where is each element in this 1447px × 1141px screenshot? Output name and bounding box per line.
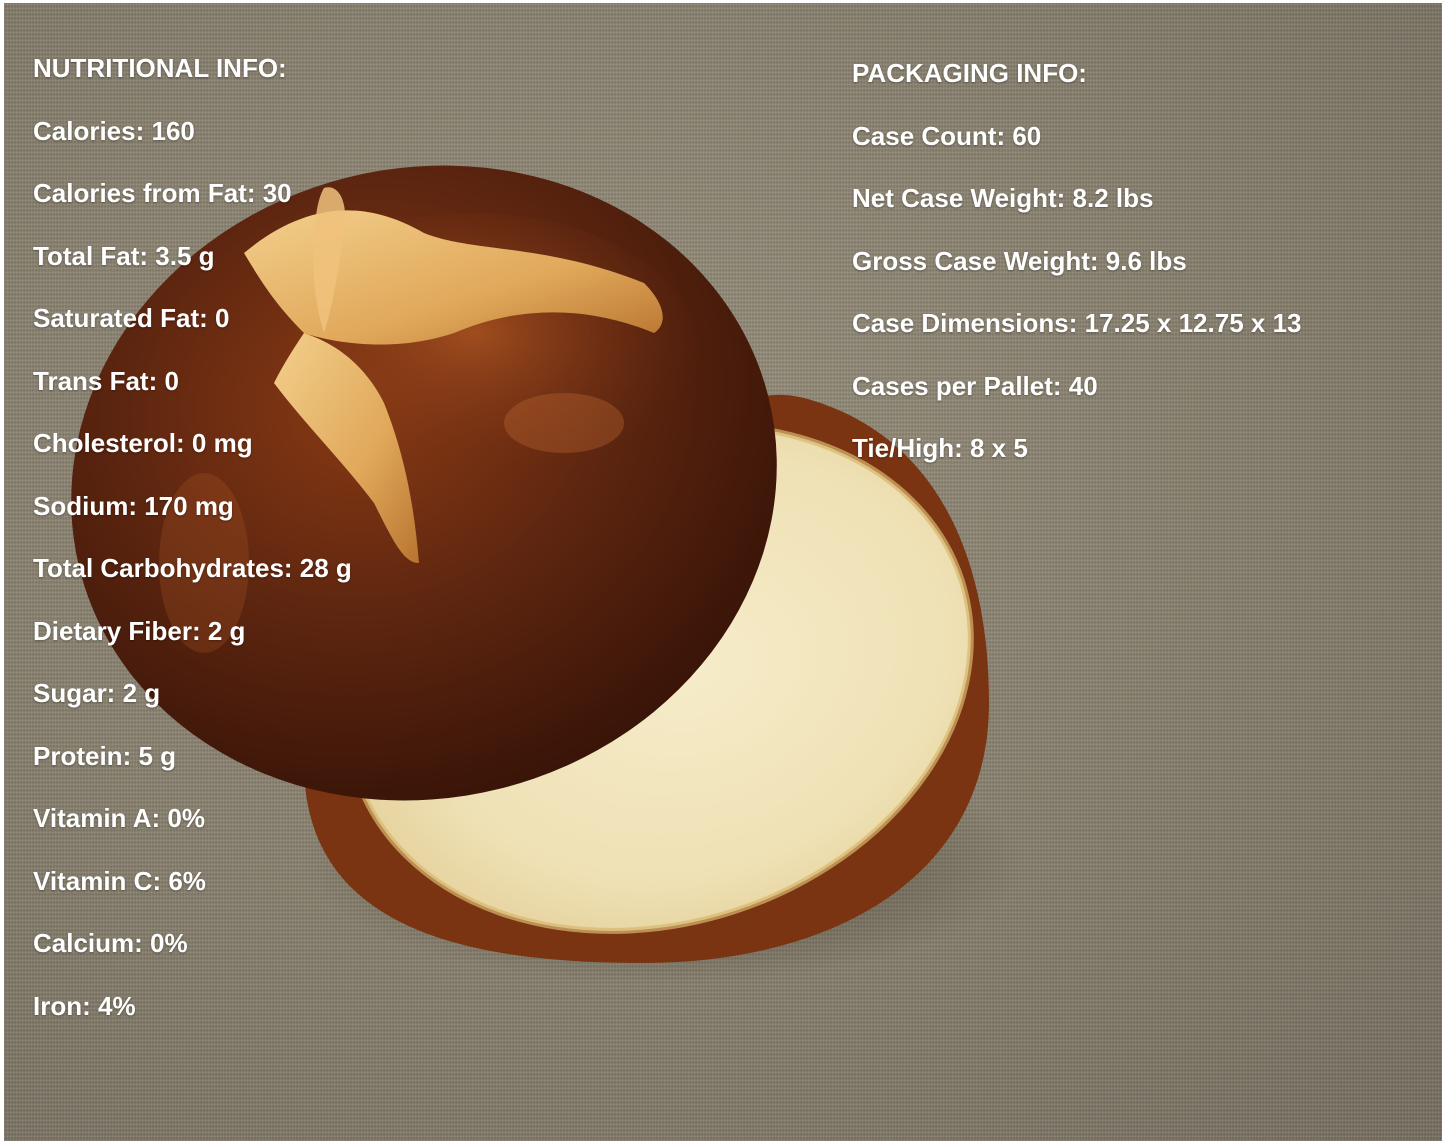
packaging-list — [852, 60, 1302, 498]
packaging-item: Net Case Weight: 8.2 lbs — [852, 183, 1154, 213]
nutrition-item: Vitamin C: 6% — [33, 865, 206, 896]
packaging-item: Cases per Pallet: 40 — [852, 370, 1098, 401]
photo-frame — [4, 3, 1442, 1141]
packaging-item: Case Dimensions: 17.25 x 12.75 x 13 — [852, 308, 1302, 338]
nutrition-item: Total Carbohydrates: 28 g — [33, 553, 352, 583]
nutrition-item: Total Fat: 3.5 g — [33, 240, 215, 271]
nutrition-item: Dietary Fiber: 2 g — [33, 615, 246, 646]
packaging-heading: PACKAGING INFO: — [852, 58, 1087, 88]
nutrition-item: Calories from Fat: 30 — [33, 178, 292, 208]
nutrition-item: Trans Fat: 0 — [33, 365, 179, 396]
nutrition-item: Calories: 160 — [33, 115, 195, 146]
nutrition-item: Sugar: 2 g — [33, 678, 161, 708]
nutrition-item: Vitamin A: 0% — [33, 803, 205, 833]
packaging-item: Gross Case Weight: 9.6 lbs — [852, 245, 1187, 276]
nutrition-item: Cholesterol: 0 mg — [33, 428, 253, 458]
nutrition-item: Sodium: 170 mg — [33, 490, 234, 521]
packaging-item: Tie/High: 8 x 5 — [852, 433, 1028, 463]
nutrition-item: Saturated Fat: 0 — [33, 303, 230, 333]
nutrition-item: Iron: 4% — [33, 990, 136, 1021]
nutrition-list — [33, 55, 352, 1055]
packaging-item: Case Count: 60 — [852, 120, 1042, 151]
nutrition-heading: NUTRITIONAL INFO: — [33, 53, 287, 83]
nutrition-item: Calcium: 0% — [33, 928, 188, 958]
nutrition-item: Protein: 5 g — [33, 740, 177, 771]
